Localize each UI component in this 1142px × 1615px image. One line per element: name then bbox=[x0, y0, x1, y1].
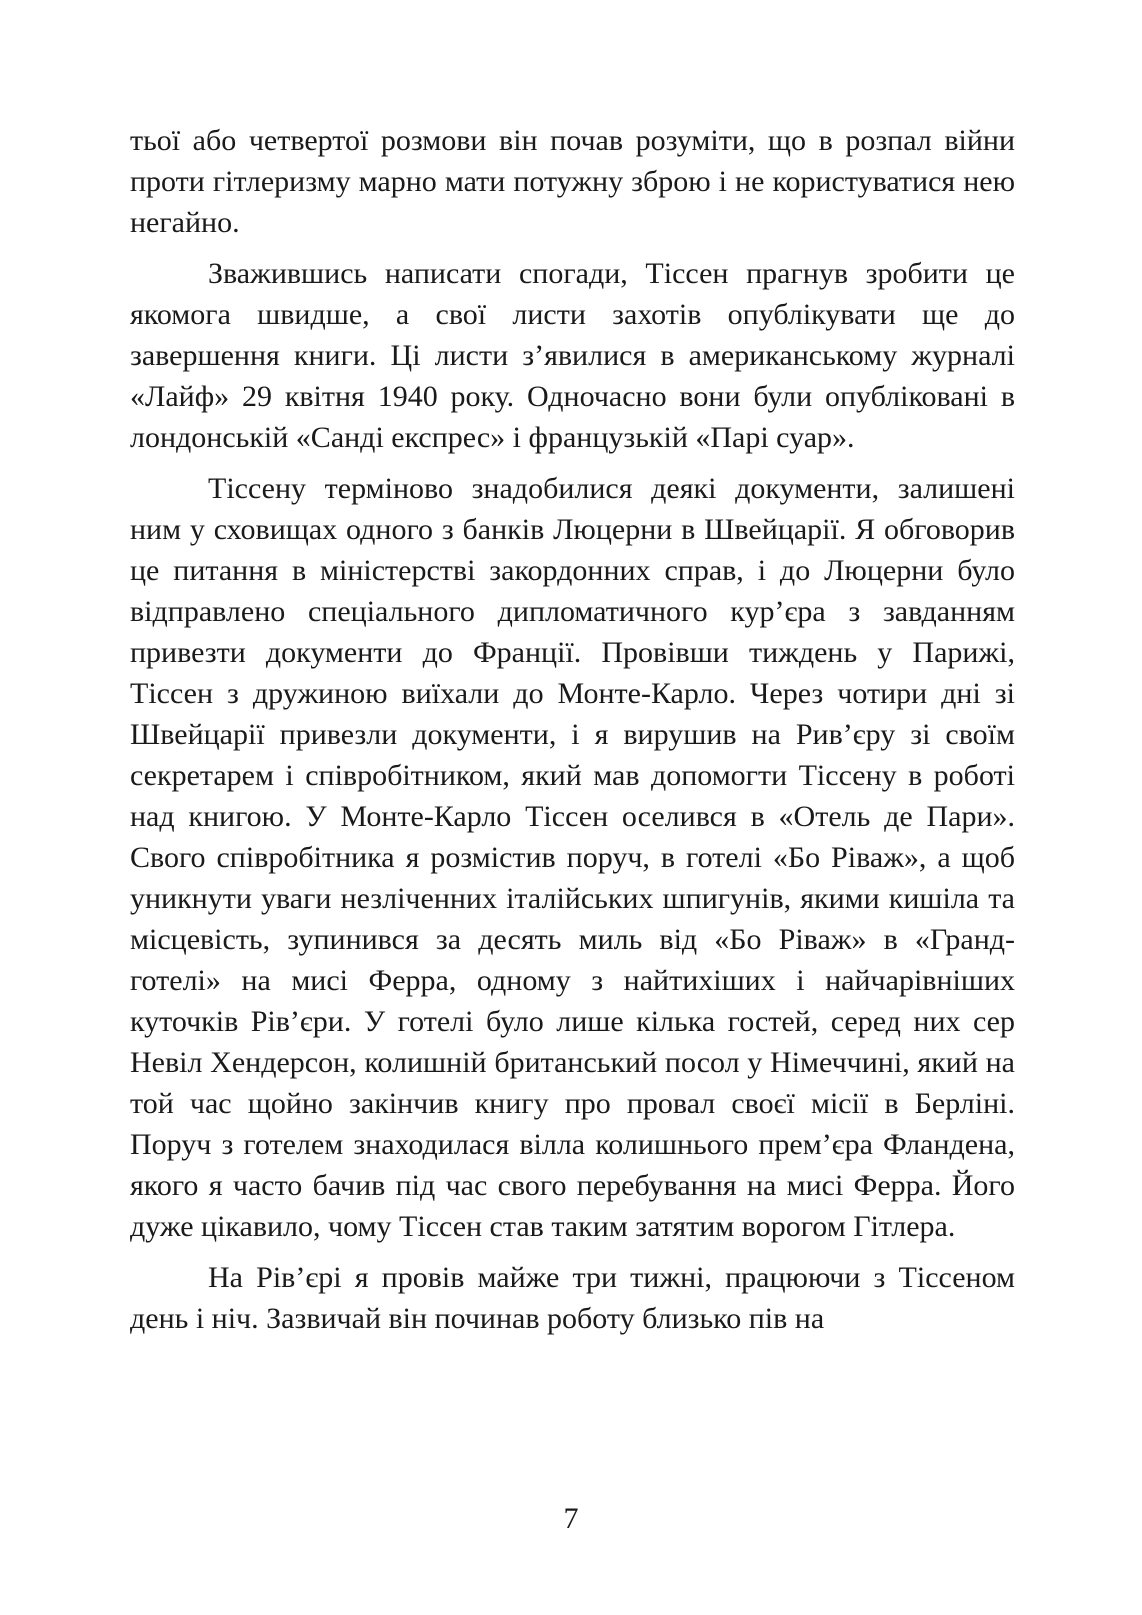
paragraph-3: Тіссену терміново знадобилися деякі документи, залишені ним у сховищах одного з банків Люцерни в Швейцарії. Я обговорив це питання в міністерстві закордонних справ, і до Люцерни було відправлено спеціального дипломатичного кур’єра з завданням привезти документи до Франції. Провівши тиждень у Парижі, Тіссен з дружиною виїхали до Монте-Карло. Через чотири дні зі Швейцарії привезли документи, і я вирушив на Рив’єру зі своїм секретарем і співробітником, який мав допомогти Тіссену в роботі над книгою. У Монте-Карло Тіссен оселився в «Отель де Пари». Свого співробітника я розмістив поруч, в готелі «Бо Ріваж», а щоб уникнути уваги незліченних італійських шпигунів, якими кишіла та місцевість, зупинився за десять миль від «Бо Ріваж» в «Гранд-готелі» на мисі Ферра, одному з найтихіших і найчарівніших куточків Рів’єри. У готелі було лише кілька гостей, серед них сер Невіл Хендерсон, колишній британський посол у Німеччині, який на той час щойно закінчив книгу про провал своєї місії в Берліні. Поруч з готелем знаходилася вілла колишнього прем’єра Фландена, якого я часто бачив під час свого перебування на мисі Ферра. Його дуже цікавило, чому Тіссен став таким затятим ворогом Гітлера. bbox=[130, 472, 1015, 1243]
page-number: 7 bbox=[563, 1502, 579, 1535]
paragraph-4: На Рів’єрі я провів майже три тижні, працюючи з Тіссеном день і ніч. Зазвичай він починав роботу близько пів на bbox=[130, 1261, 1015, 1335]
paragraph-2: Зважившись написати спогади, Тіссен прагнув зробити це якомога швидше, а свої листи захотів опублікувати ще до завершення книги. Ці листи з’явилися в американському журналі «Лайф» 29 квітня 1940 року. Одночасно вони були опубліковані в лондонській «Санді експрес» і французькій «Парі суар». bbox=[130, 257, 1015, 454]
paragraph-1: тьої або четвертої розмови він почав розуміти, що в розпал війни проти гітлеризму марно мати потужну зброю і не користуватися нею негайно. bbox=[130, 124, 1015, 239]
page-body bbox=[130, 120, 1015, 1339]
